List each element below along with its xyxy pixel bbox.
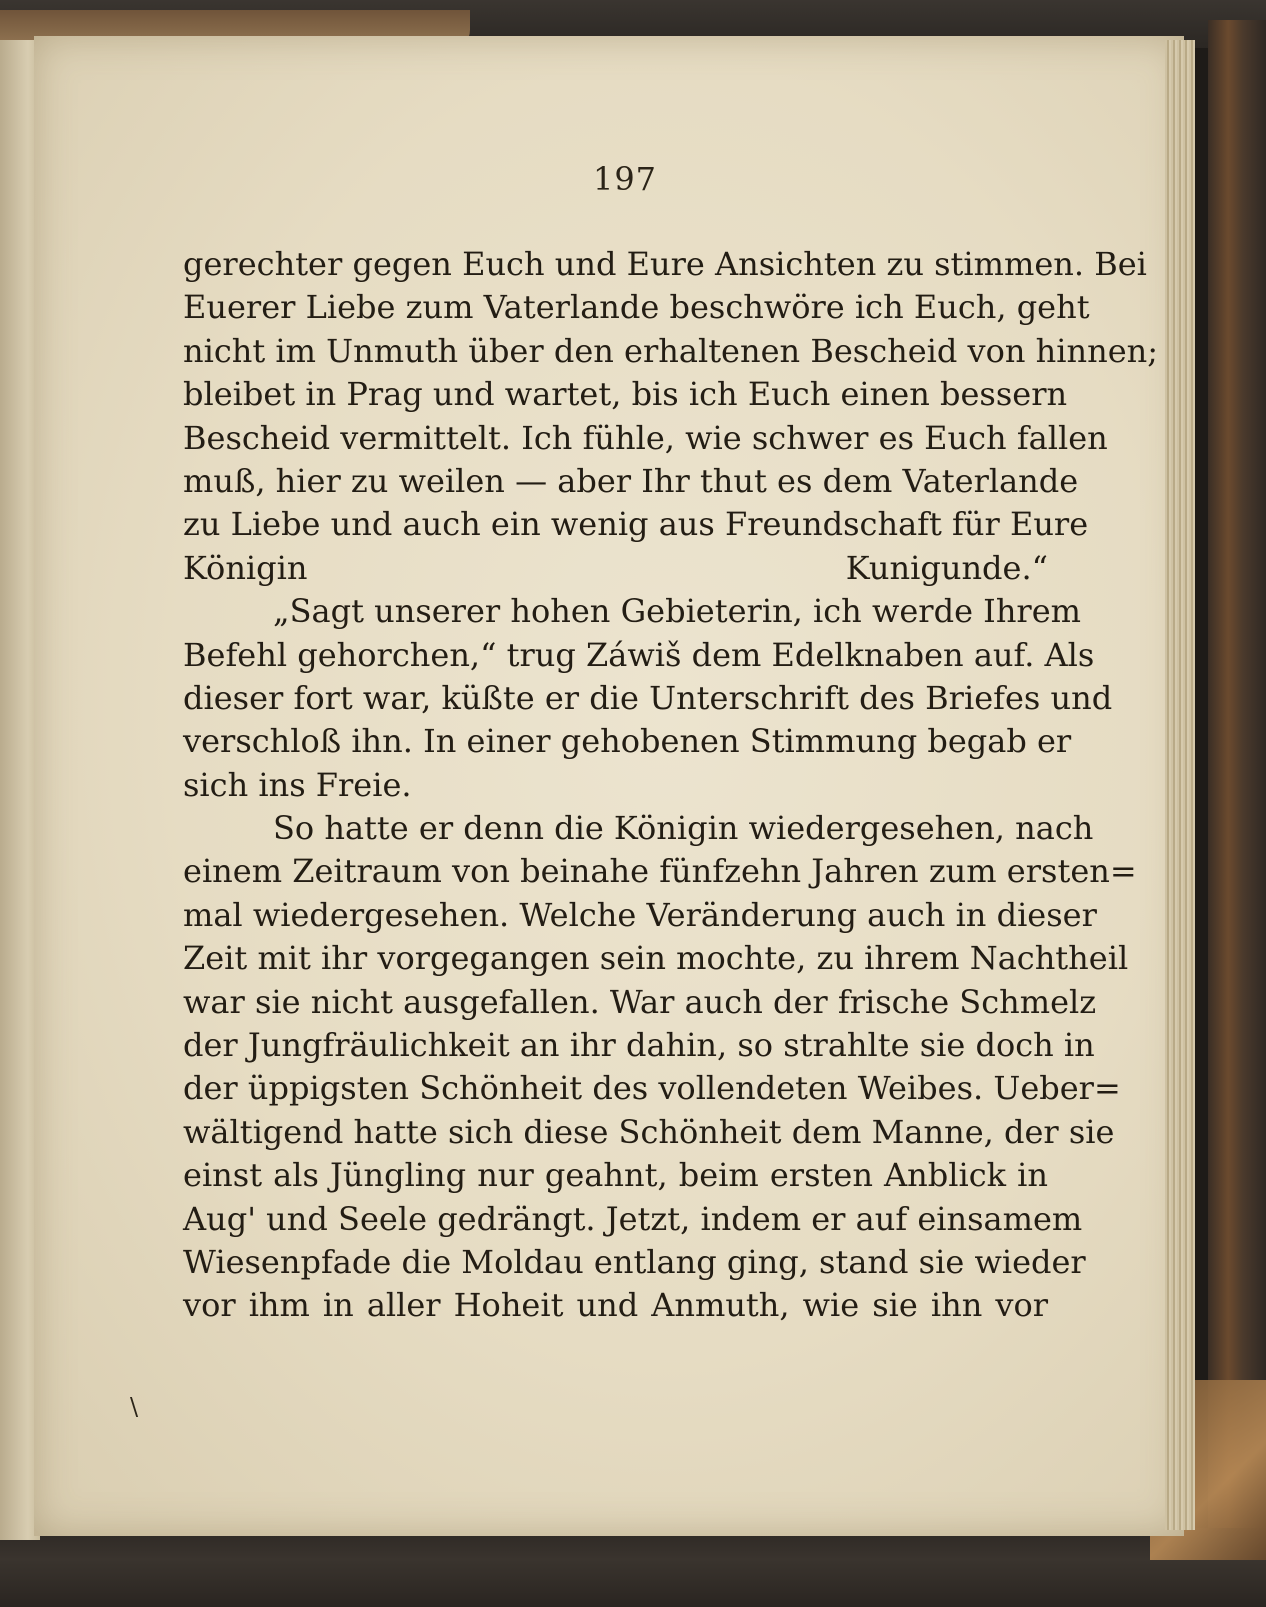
text-line: der Jungfräulichkeit an ihr dahin, so strahlte sie doch in (183, 1026, 1095, 1065)
text-line: Befehl gehorchen,“ trug Záwiš dem Edelknaben auf. Als (183, 635, 1095, 674)
text-line: Aug' und Seele gedrängt. Jetzt, indem er auf einsamem (183, 1199, 1083, 1238)
text-line: verschloß ihn. In einer gehobenen Stimmung begab er (183, 722, 1072, 761)
text-line: dieser fort war, küßte er die Unterschrift des Briefes und (183, 678, 1113, 717)
text-line: Zeit mit ihr vorgegangen sein mochte, zu ihrem Nachtheil (183, 939, 1129, 978)
text-line: der üppigsten Schönheit des vollendeten Weibes. Ueber= (183, 1069, 1121, 1108)
text-line: Wiesenpfade die Moldau entlang ging, stand sie wieder (183, 1242, 1086, 1281)
closing-left: Königin (183, 548, 308, 587)
book-cover-right (1208, 20, 1266, 1580)
text-line: einem Zeitraum von beinahe fünfzehn Jahren zum ersten= (183, 852, 1137, 891)
closing-signature: Kunigunde.“ (845, 548, 1048, 587)
text-line: zu Liebe und auch ein wenig aus Freundschaft für Eure (183, 505, 1089, 544)
text-line: Euerer Liebe zum Vaterlande beschwöre ich Euch, geht (183, 288, 1090, 327)
text-line: wältigend hatte sich diese Schönheit dem Manne, der sie (183, 1112, 1115, 1151)
text-line: einst als Jüngling nur geahnt, beim ersten Anblick in (183, 1156, 1048, 1195)
text-line: war sie nicht ausgefallen. War auch der frische Schmelz (183, 982, 1097, 1021)
letter-closing (183, 547, 1048, 590)
text-line: Bescheid vermittelt. Ich fühle, wie schwer es Euch fallen (183, 418, 1108, 457)
text-line: muß, hier zu weilen — aber Ihr thut es dem Vaterlande (183, 461, 1079, 500)
page-number: 197 (592, 160, 658, 198)
margin-mark: \ (130, 1393, 139, 1421)
page-text (183, 243, 1159, 1328)
text-line: gerechter gegen Euch und Eure Ansichten zu stimmen. Bei (183, 245, 1147, 283)
text-line: sich ins Freie. (183, 765, 412, 804)
book-cover-bottom (0, 1528, 1266, 1607)
text-line: So hatte er denn die Königin wiedergesehen, nach (273, 809, 1094, 848)
text-line: „Sagt unserer hohen Gebieterin, ich werde Ihrem (273, 592, 1081, 631)
text-line: bleibet in Prag und wartet, bis ich Euch einen bessern (183, 375, 1068, 414)
text-line: nicht im Unmuth über den erhaltenen Bescheid von hinnen; (183, 331, 1159, 370)
text-line: vor ihm in aller Hoheit und Anmuth, wie sie ihn vor (183, 1286, 1048, 1325)
page-stack-edge (1165, 40, 1195, 1530)
text-line: mal wiedergesehen. Welche Veränderung auch in dieser (183, 895, 1097, 934)
